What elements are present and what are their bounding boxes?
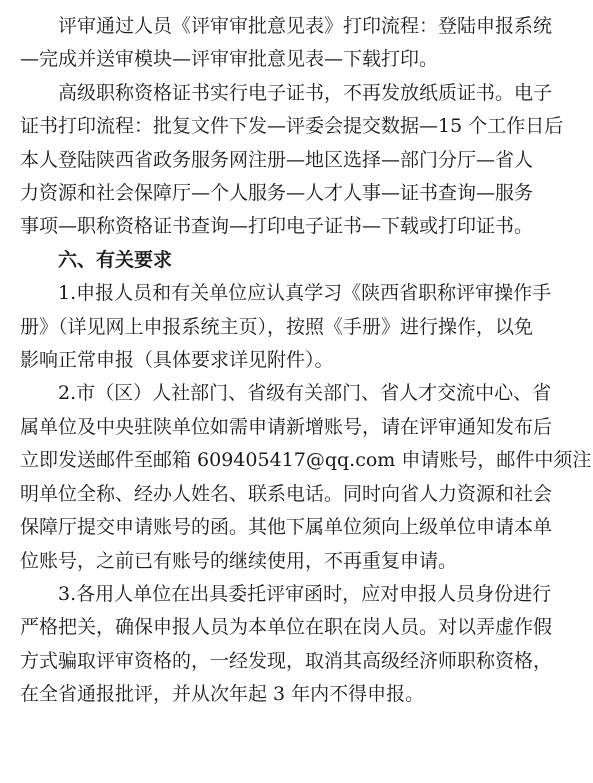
paragraph-approval-print-flow bbox=[20, 10, 575, 77]
section-heading: 六、有关要求 bbox=[58, 248, 173, 271]
paragraph-e-certificate-flow bbox=[20, 77, 575, 244]
text-line: 力资源和社会保障厅—个人服务—人才人事—证书查询—服务 bbox=[20, 182, 534, 205]
text-line: 3.各用人单位在出具委托评审函时，应对申报人员身份进行 bbox=[58, 582, 552, 605]
requirement-item-3 bbox=[20, 578, 575, 712]
text-line: 1.申报人员和有关单位应认真学习《陕西省职称评审操作手 bbox=[58, 282, 552, 305]
text-line: 册》（详见网上申报系统主页），按照《手册》进行操作，以免 bbox=[20, 315, 534, 338]
text-line: 事项—职称资格证书查询—打印电子证书—下载或打印证书。 bbox=[20, 215, 534, 238]
text-line: 评审通过人员《评审审批意见表》打印流程：登陆申报系统 bbox=[58, 15, 553, 37]
text-line: 证书打印流程：批复文件下发—评委会提交数据—15 个工作日后 bbox=[20, 115, 564, 138]
text-line: 方式骗取评审资格的，一经发现，取消其高级经济师职称资格， bbox=[20, 649, 553, 672]
text-line: 本人登陆陕西省政务服务网注册—地区选择—部门分厅—省人 bbox=[20, 148, 534, 171]
text-line: —完成并送审模块—评审审批意见表—下载打印。 bbox=[20, 48, 439, 71]
requirement-item-1 bbox=[20, 277, 575, 377]
text-line: 位账号，之前已有账号的继续使用，不再重复申请。 bbox=[20, 549, 458, 572]
text-line: 高级职称资格证书实行电子证书，不再发放纸质证书。电子 bbox=[58, 81, 553, 104]
text-line: 影响正常申报（具体要求详见附件）。 bbox=[20, 349, 334, 372]
text-line: 属单位及中央驻陕单位如需申请新增账号，请在评审通知发布后 bbox=[20, 415, 553, 438]
text-line: 立即发送邮件至邮箱 609405417@qq.com 申请账号，邮件中须注 bbox=[20, 449, 592, 472]
text-line: 2.市（区）人社部门、省级有关部门、省人才交流中心、省 bbox=[58, 382, 552, 405]
text-line: 在全省通报批评，并从次年起 3 年内不得申报。 bbox=[20, 683, 425, 706]
text-line: 保障厅提交申请账号的函。其他下属单位须向上级单位申请本单 bbox=[20, 516, 553, 539]
text-line: 明单位全称、经办人姓名、联系电话。同时向省人力资源和社会 bbox=[20, 482, 553, 505]
requirement-item-2 bbox=[20, 377, 592, 577]
text-line: 严格把关，确保申报人员为本单位在职在岗人员。对以弄虚作假 bbox=[20, 616, 553, 639]
